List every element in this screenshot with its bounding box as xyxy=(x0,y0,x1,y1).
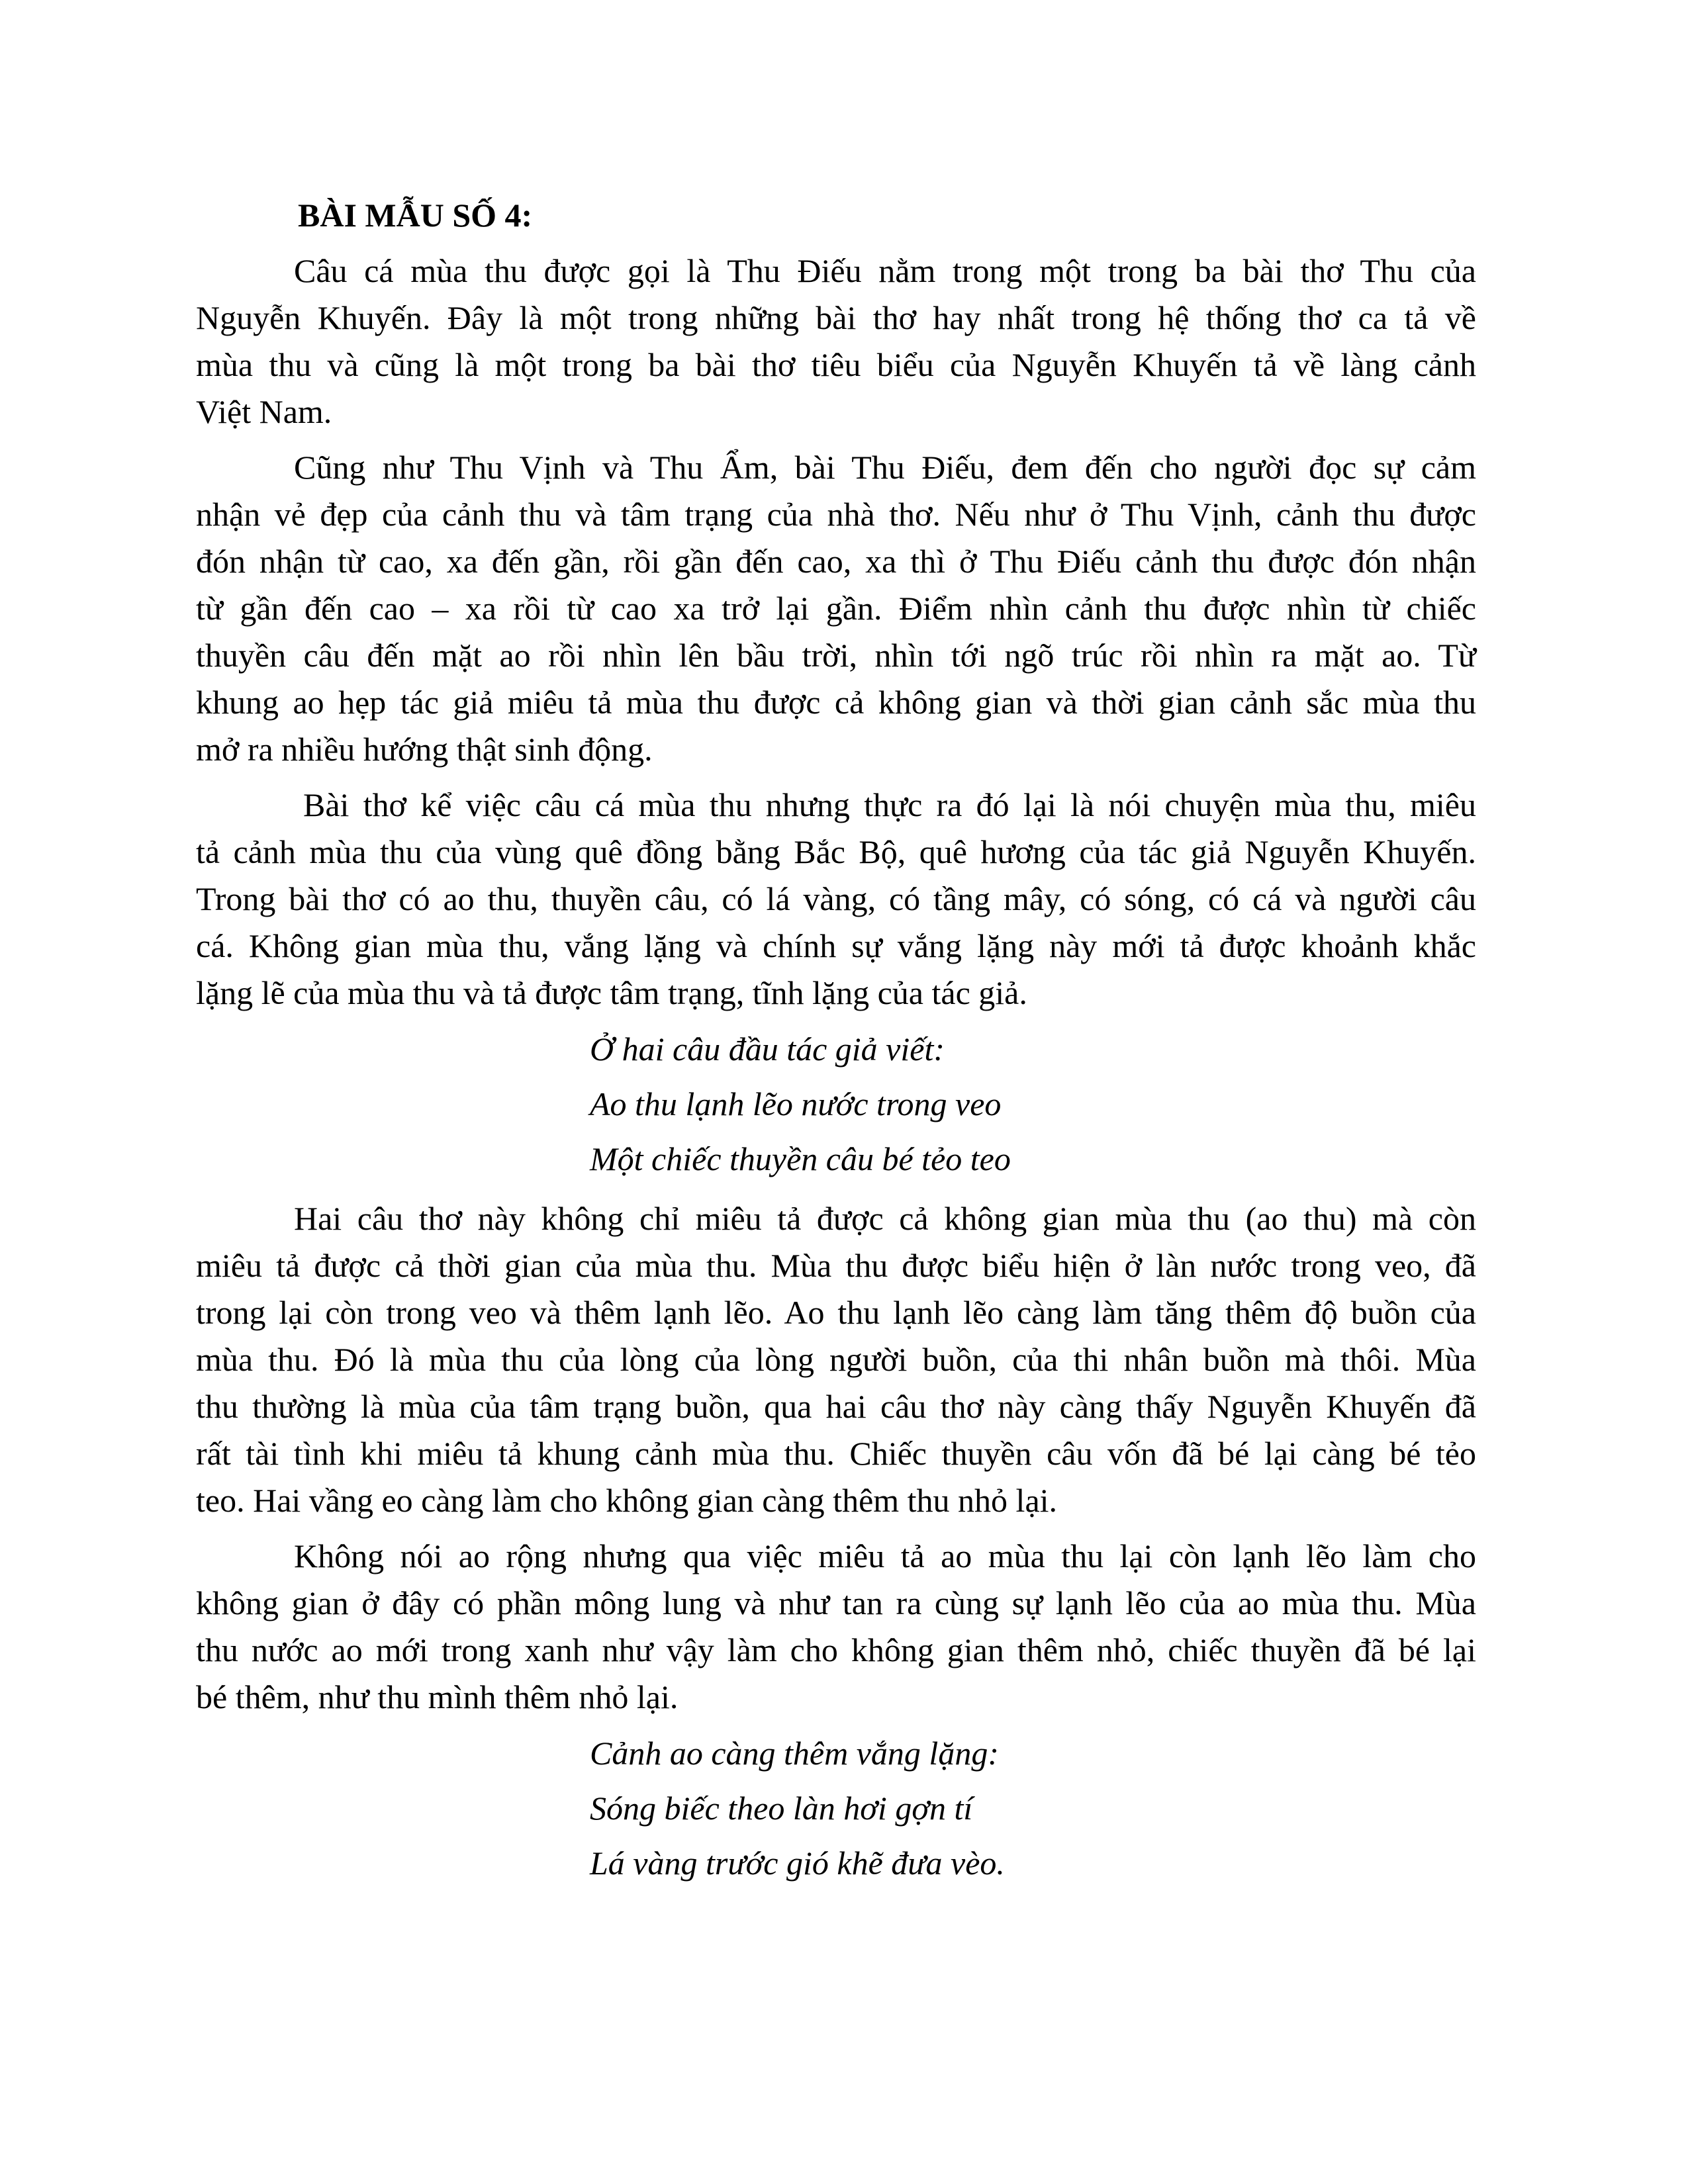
text-line: không gian ở đây có phần mông lung và như tan ra cùng sự lạnh lẽo của ao mùa thu. Mùa xyxy=(196,1584,1476,1621)
poem-line: Một chiếc thuyền câu bé tẻo teo xyxy=(590,1140,1011,1177)
text-line: mùa thu. Đó là mùa thu của lòng của lòng người buồn, của thi nhân buồn mà thôi. Mùa xyxy=(196,1341,1476,1378)
text-line: cá. Không gian mùa thu, vắng lặng và chính sự vắng lặng này mới tả được khoảnh khắc xyxy=(196,927,1476,964)
poem-line: Sóng biếc theo làn hơi gợn tí xyxy=(590,1790,973,1827)
section-title: BÀI MẪU SỐ 4: xyxy=(298,197,533,234)
text-line: teo. Hai vầng eo càng làm cho không gian càng thêm thu nhỏ lại. xyxy=(196,1482,1058,1519)
document-page xyxy=(196,192,1476,1895)
text-line: từ gần đến cao – xa rồi từ cao xa trở lại gần. Điểm nhìn cảnh thu được nhìn từ chiếc xyxy=(196,590,1476,627)
poem-line: Ao thu lạnh lẽo nước trong veo xyxy=(590,1085,1002,1122)
text-line: mùa thu và cũng là một trong ba bài thơ tiêu biểu của Nguyễn Khuyến tả về làng cảnh xyxy=(196,346,1476,383)
poem-quote-2 xyxy=(196,1726,1476,1891)
text-line: mở ra nhiều hướng thật sinh động. xyxy=(196,731,653,768)
text-line: tả cảnh mùa thu của vùng quê đồng bằng Bắc Bộ, quê hương của tác giả Nguyễn Khuyến. xyxy=(196,833,1476,870)
paragraph-4 xyxy=(196,1195,1476,1524)
text-line: Không nói ao rộng nhưng qua việc miêu tả ao mùa thu lại còn lạnh lẽo làm cho xyxy=(294,1537,1476,1574)
poem-line: Lá vàng trước gió khẽ đưa vèo. xyxy=(590,1844,1005,1882)
text-line: đón nhận từ cao, xa đến gần, rồi gần đến cao, xa thì ở Thu Điếu cảnh thu được đón nhận xyxy=(196,543,1476,580)
text-line: Hai câu thơ này không chỉ miêu tả được cả không gian mùa thu (ao thu) mà còn xyxy=(294,1200,1476,1237)
text-line: miêu tả được cả thời gian của mùa thu. Mùa thu được biểu hiện ở làn nước trong veo, đã xyxy=(196,1247,1476,1284)
poem-line: Cảnh ao càng thêm vắng lặng: xyxy=(590,1735,999,1772)
text-line: khung ao hẹp tác giả miêu tả mùa thu được cả không gian và thời gian cảnh sắc mùa thu xyxy=(196,684,1476,721)
text-line: Trong bài thơ có ao thu, thuyền câu, có lá vàng, có tầng mây, có sóng, có cá và người câu xyxy=(196,880,1476,917)
text-line: thu thường là mùa của tâm trạng buồn, qua hai câu thơ này càng thấy Nguyễn Khuyến đã xyxy=(196,1388,1476,1425)
paragraph-5 xyxy=(196,1533,1476,1721)
paragraph-2 xyxy=(196,444,1476,773)
paragraph-1 xyxy=(196,248,1476,435)
text-line: bé thêm, như thu mình thêm nhỏ lại. xyxy=(196,1678,679,1715)
paragraph-3 xyxy=(196,782,1476,1017)
text-line: Việt Nam. xyxy=(196,393,332,430)
text-line: nhận vẻ đẹp của cảnh thu và tâm trạng của nhà thơ. Nếu như ở Thu Vịnh, cảnh thu được xyxy=(196,496,1476,533)
poem-quote-1 xyxy=(196,1022,1476,1187)
poem-line: Ở hai câu đầu tác giả viết: xyxy=(590,1030,945,1068)
text-line: thuyền câu đến mặt ao rồi nhìn lên bầu trời, nhìn tới ngõ trúc rồi nhìn ra mặt ao. Từ xyxy=(196,637,1476,674)
text-line: Bài thơ kể việc câu cá mùa thu nhưng thực ra đó lại là nói chuyện mùa thu, miêu xyxy=(303,786,1476,823)
text-line: Cũng như Thu Vịnh và Thu Ẩm, bài Thu Điếu, đem đến cho người đọc sự cảm xyxy=(294,449,1476,486)
text-line: Câu cá mùa thu được gọi là Thu Điếu nằm trong một trong ba bài thơ Thu của xyxy=(294,252,1476,289)
text-line: Nguyễn Khuyến. Đây là một trong những bài thơ hay nhất trong hệ thống thơ ca tả về xyxy=(196,299,1476,336)
text-line: trong lại còn trong veo và thêm lạnh lẽo. Ao thu lạnh lẽo càng làm tăng thêm độ buồn của xyxy=(196,1294,1476,1331)
text-line: lặng lẽ của mùa thu và tả được tâm trạng, tĩnh lặng của tác giả. xyxy=(196,974,1027,1011)
text-line: thu nước ao mới trong xanh như vậy làm cho không gian thêm nhỏ, chiếc thuyền đã bé lại xyxy=(196,1631,1476,1668)
text-line: rất tài tình khi miêu tả khung cảnh mùa thu. Chiếc thuyền câu vốn đã bé lại càng bé tẻo xyxy=(196,1435,1476,1472)
